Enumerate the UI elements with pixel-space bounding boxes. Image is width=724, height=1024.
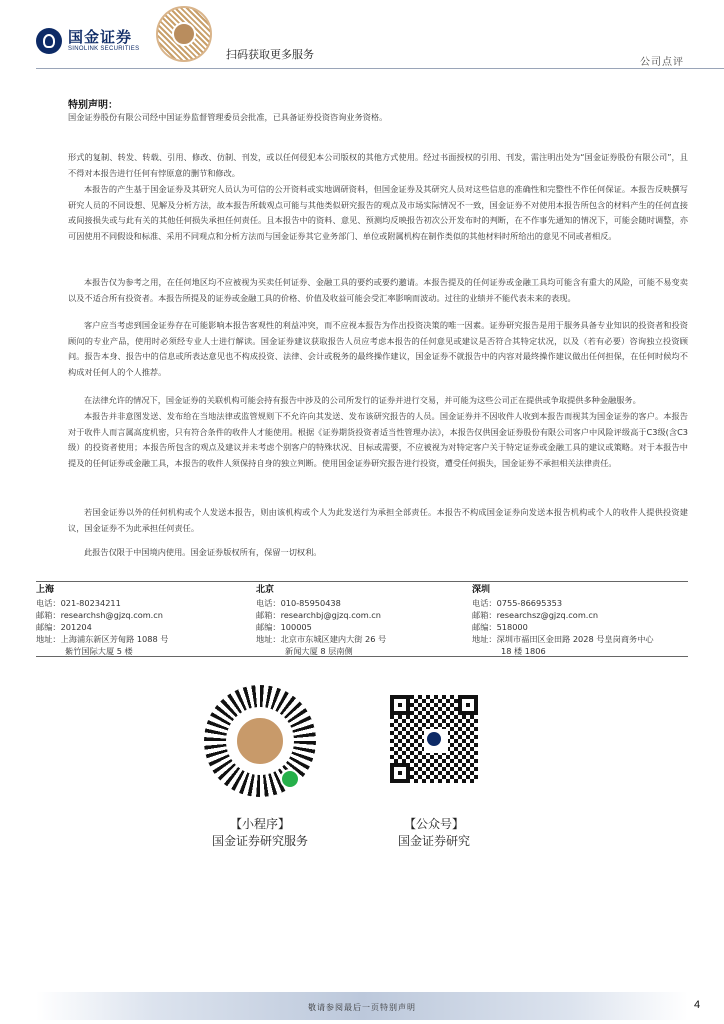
office-phone: 电话：021-80234211	[36, 598, 121, 608]
office-postcode: 邮编：518000	[472, 622, 528, 632]
declaration-paragraph: 本报告并非意图发送、发布给在当地法律或监管规则下不允许向其发送、发布该研究报告的人员。国金证券并不因收件人收到本报告而视其为国金证券的客户。本报告对于收件人而言属高度机密，只有符合条件的收件人才能使用。根据《证券期货投资者适当性管理办法》，本报告仅供国金证券股份有限公司客户中风险评级高于C3级(含C3级）的投资者使用；本报告所包含的观点及建议并未考虑个别客户的特殊状况、目标或需要，不应被视为对特定客户关于特定证券或金融工具的建议或策略。对于本报告中提及的任何证券或金融工具，本报告的收件人须保持自身的独立判断。使用国金证券研究报告进行投资，遭受任何损失，国金证券不承担相关法律责任。	[68, 411, 688, 468]
declaration-paragraph: 若国金证券以外的任何机构或个人发送本报告，则由该机构或个人为此发送行为承担全部责任。本报告不构成国金证券向发送本报告机构或个人的收件人提供投资建议，国金证券不为此承担任何责任。	[68, 507, 688, 533]
mini-program-caption	[195, 816, 325, 850]
header-divider	[36, 68, 724, 69]
address-top-divider	[36, 581, 688, 582]
office-address: 地址：上海浦东新区芳甸路 1088 号	[36, 634, 169, 644]
official-account-name: 国金证券研究	[397, 834, 470, 848]
office-shenzhen	[472, 584, 654, 657]
office-shanghai	[36, 584, 168, 657]
office-address: 地址：北京市东城区建内大街 26 号	[256, 634, 387, 644]
declaration-title: 特别声明：	[68, 100, 118, 111]
office-postcode: 邮编：100005	[256, 622, 312, 632]
mini-program-label: 【小程序】	[229, 817, 290, 831]
address-bottom-divider	[36, 656, 688, 657]
footer-disclaimer-note: 敬请参阅最后一页特别声明	[308, 1003, 416, 1012]
declaration-paragraph: 本报告仅为参考之用，在任何地区均不应被视为买卖任何证券、金融工具的要约或要约邀请。本报告提及的任何证券或金融工具均可能含有重大的风险，可能不易变卖以及不适合所有投资者。本报告所提及的证券或金融工具的价格、价值及收益可能会受汇率影响而波动。过往的业绩并不能代表未来的表现。	[68, 277, 688, 303]
office-beijing	[256, 584, 386, 657]
header-qr-center-icon	[172, 22, 196, 46]
office-postcode: 邮编：201204	[36, 622, 92, 632]
office-city: 深圳	[472, 585, 491, 595]
report-type: 公司点评	[640, 57, 684, 68]
office-email[interactable]: 邮箱：researchsz@gjzq.com.cn	[472, 610, 599, 620]
mini-program-logo-icon	[234, 715, 286, 767]
office-address-line2: 18 楼 1806	[501, 646, 546, 656]
office-address-line2: 新闻大厦 8 层南侧	[285, 646, 353, 656]
logo-name-cn: 国金证券	[68, 28, 133, 46]
declaration-paragraph: 客户应当考虑到国金证券存在可能影响本报告客观性的利益冲突，而不应视本报告为作出投资决策的唯一因素。证券研究报告是用于服务具备专业知识的投资者和投资顾问的专业产品，使用时必须经专业人士进行解读。国金证券建议获取报告人员应考虑本报告的任何意见或建议是否符合其特定状况，以及（若有必要）咨询独立投资顾问。报告本身、报告中的信息或所表达意见也不构成投资、法律、会计或税务的最终操作建议，国金证券不就报告中的内容对最终操作建议做出任何担保，在任何时候均不构成对任何人的个人推荐。	[68, 320, 688, 377]
office-phone: 电话：010-85950438	[256, 598, 341, 608]
declaration-paragraph: 本报告的产生基于国金证券及其研究人员认为可信的公开资料或实地调研资料，但国金证券及其研究人员对这些信息的准确性和完整性不作任何保证。本报告反映撰写研究人员的不同设想、见解及分析方法，故本报告所载观点可能与其他类似研究报告的观点及市场实际情况不一致，国金证券不对使用本报告所包含的材料产生的任何直接或间接损失或与此有关的其他任何损失承担任何责任。且本报告中的资料、意见、预测均反映报告初次公开发布时的判断，在不作事先通知的情况下，可能会随时调整，亦可因使用不同假设和标准、采用不同观点和分析方法而与国金证券其它业务部门、单位或附属机构在制作类似的其他材料时所给出的意见不同或者相反。	[68, 184, 688, 241]
official-account-logo-icon	[424, 729, 448, 753]
office-email[interactable]: 邮箱：researchsh@gjzq.com.cn	[36, 610, 163, 620]
office-email[interactable]: 邮箱：researchbj@gjzq.com.cn	[256, 610, 381, 620]
declaration-paragraph: 国金证券股份有限公司经中国证券监督管理委员会批准，已具备证券投资咨询业务资格。	[68, 112, 388, 122]
logo-icon	[36, 28, 62, 54]
office-phone: 电话：0755-86695353	[472, 598, 563, 608]
office-city: 上海	[36, 585, 55, 595]
declaration-paragraph: 在法律允许的情况下，国金证券的关联机构可能会持有报告中涉及的公司所发行的证券并进行交易，并可能为这些公司正在提供或争取提供多种金融服务。	[84, 395, 641, 405]
official-account-caption	[369, 816, 499, 850]
declaration-paragraph: 形式的复制、转发、转载、引用、修改、仿制、刊发，或以任何侵犯本公司版权的其他方式使用。经过书面授权的引用、刊发，需注明出处为“国金证券股份有限公司”，且不得对本报告进行任何有悖原意的删节和修改。	[68, 152, 688, 178]
wechat-badge-icon	[280, 769, 300, 789]
declaration-paragraph: 此报告仅限于中国境内使用。国金证券版权所有，保留一切权利。	[84, 547, 322, 557]
office-city: 北京	[256, 585, 275, 595]
company-logo	[36, 28, 139, 54]
office-address: 地址：深圳市福田区金田路 2028 号皇岗商务中心	[472, 634, 654, 644]
office-address-line2: 紫竹国际大厦 5 楼	[65, 646, 133, 656]
scan-service-text: 扫码获取更多服务	[226, 48, 314, 61]
page-header	[0, 0, 724, 70]
official-account-label: 【公众号】	[403, 817, 464, 831]
page-number: 4	[694, 999, 701, 1011]
mini-program-name: 国金证券研究服务	[211, 834, 308, 848]
logo-name-en: SINOLINK SECURITIES	[68, 46, 140, 52]
